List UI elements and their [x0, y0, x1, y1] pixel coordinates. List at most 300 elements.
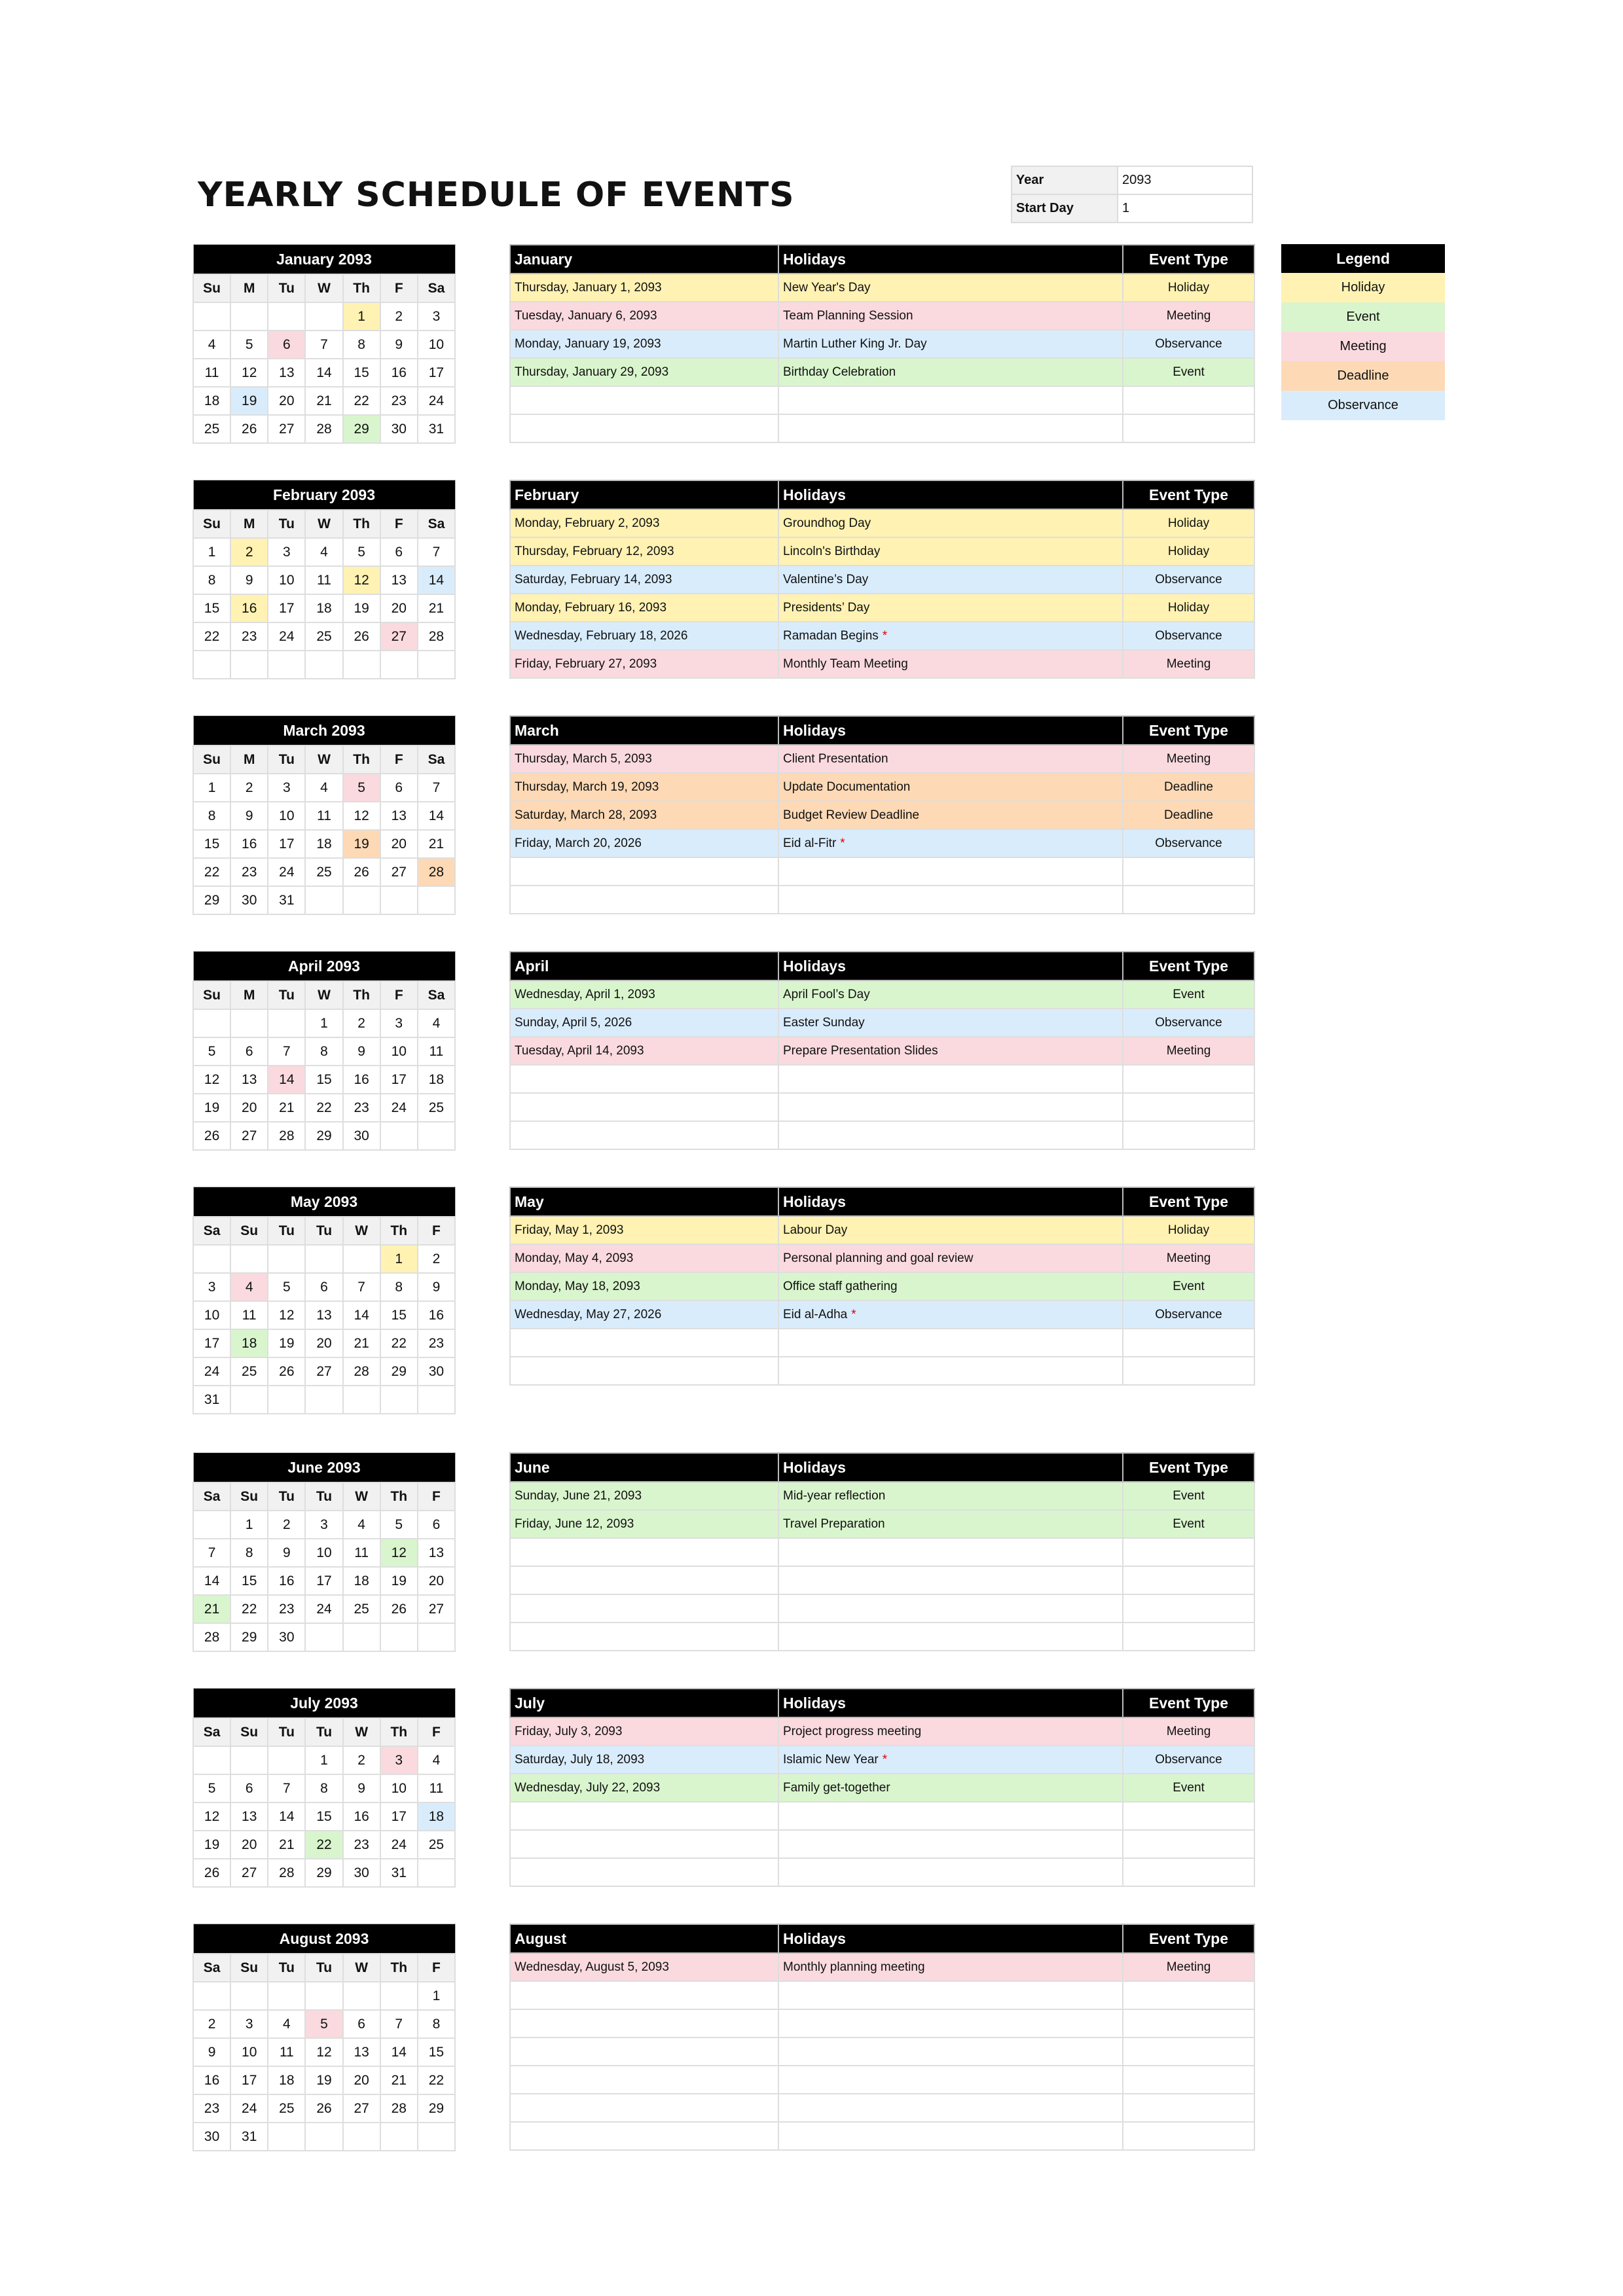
event-date[interactable]: [510, 2066, 778, 2094]
calendar-day[interactable]: 12: [193, 1066, 230, 1094]
calendar-day[interactable]: 12: [230, 359, 268, 387]
calendar-day[interactable]: [230, 302, 268, 331]
calendar-day[interactable]: 1: [193, 538, 230, 566]
calendar-day[interactable]: 25: [230, 1357, 268, 1386]
calendar-day[interactable]: 11: [305, 802, 342, 830]
calendar-day[interactable]: 4: [193, 331, 230, 359]
event-type[interactable]: [1123, 414, 1254, 442]
event-date[interactable]: [510, 1623, 778, 1651]
event-date[interactable]: Thursday, February 12, 2093: [510, 537, 778, 565]
event-type[interactable]: Holiday: [1123, 537, 1254, 565]
calendar-day[interactable]: 1: [380, 1245, 418, 1273]
calendar-day[interactable]: [305, 651, 342, 679]
event-date[interactable]: Sunday, June 21, 2093: [510, 1482, 778, 1510]
event-type[interactable]: Meeting: [1123, 1717, 1254, 1746]
event-date[interactable]: [510, 1594, 778, 1623]
calendar-day[interactable]: 30: [193, 2123, 230, 2151]
calendar-day[interactable]: 6: [230, 1037, 268, 1066]
calendar-day[interactable]: 26: [230, 415, 268, 443]
calendar-day[interactable]: [380, 1122, 418, 1150]
calendar-day[interactable]: 14: [305, 359, 342, 387]
event-name-cell[interactable]: [778, 358, 1123, 386]
calendar-day[interactable]: 13: [418, 1539, 455, 1567]
event-name-cell[interactable]: [778, 330, 1123, 358]
event-type[interactable]: [1123, 1065, 1254, 1093]
calendar-day[interactable]: 26: [193, 1122, 230, 1150]
calendar-day[interactable]: 10: [193, 1301, 230, 1329]
calendar-day[interactable]: [380, 651, 418, 679]
event-date[interactable]: Thursday, January 29, 2093: [510, 358, 778, 386]
start-day-input[interactable]: 1: [1118, 194, 1252, 223]
event-type[interactable]: Meeting: [1123, 1953, 1254, 1981]
calendar-day[interactable]: [268, 302, 305, 331]
event-name-cell[interactable]: [778, 980, 1123, 1009]
event-date[interactable]: [510, 1357, 778, 1385]
event-type[interactable]: [1123, 386, 1254, 414]
event-name-cell[interactable]: [778, 1357, 1123, 1385]
event-type[interactable]: [1123, 1594, 1254, 1623]
event-name-cell[interactable]: [778, 565, 1123, 594]
calendar-day[interactable]: 19: [230, 387, 268, 415]
event-type[interactable]: [1123, 1566, 1254, 1594]
calendar-day[interactable]: 20: [268, 387, 305, 415]
calendar-day[interactable]: 15: [343, 359, 380, 387]
calendar-day[interactable]: [418, 1386, 455, 1414]
calendar-day[interactable]: 23: [193, 2094, 230, 2123]
calendar-day[interactable]: [230, 1386, 268, 1414]
calendar-day[interactable]: [380, 1386, 418, 1414]
event-type[interactable]: [1123, 1802, 1254, 1830]
calendar-day[interactable]: 19: [343, 830, 380, 858]
event-name-cell[interactable]: [778, 2094, 1123, 2122]
event-date[interactable]: [510, 386, 778, 414]
calendar-day[interactable]: 9: [268, 1539, 305, 1567]
event-date[interactable]: Wednesday, July 22, 2093: [510, 1774, 778, 1802]
calendar-day[interactable]: 30: [418, 1357, 455, 1386]
calendar-day[interactable]: [193, 302, 230, 331]
calendar-day[interactable]: [268, 2123, 305, 2151]
calendar-day[interactable]: 3: [380, 1009, 418, 1037]
event-name-cell[interactable]: [778, 1482, 1123, 1510]
event-name-cell[interactable]: [778, 622, 1123, 650]
calendar-day[interactable]: 18: [305, 830, 342, 858]
event-name-cell[interactable]: [778, 1538, 1123, 1566]
calendar-day[interactable]: [193, 1746, 230, 1774]
calendar-day[interactable]: 21: [268, 1094, 305, 1122]
calendar-day[interactable]: 9: [343, 1774, 380, 1803]
event-name-cell[interactable]: [778, 1093, 1123, 1121]
calendar-day[interactable]: 25: [343, 1595, 380, 1623]
event-type[interactable]: Event: [1123, 1774, 1254, 1802]
calendar-day[interactable]: 4: [343, 1511, 380, 1539]
calendar-day[interactable]: [418, 886, 455, 914]
calendar-day[interactable]: 25: [418, 1831, 455, 1859]
calendar-day[interactable]: 19: [268, 1329, 305, 1357]
event-date[interactable]: [510, 2037, 778, 2066]
calendar-day[interactable]: 23: [268, 1595, 305, 1623]
calendar-day[interactable]: 6: [380, 538, 418, 566]
calendar-day[interactable]: 8: [193, 566, 230, 594]
calendar-day[interactable]: 30: [230, 886, 268, 914]
calendar-day[interactable]: 7: [418, 774, 455, 802]
calendar-day[interactable]: 22: [418, 2066, 455, 2094]
event-type[interactable]: Observance: [1123, 622, 1254, 650]
calendar-day[interactable]: 2: [230, 538, 268, 566]
calendar-day[interactable]: 24: [193, 1357, 230, 1386]
calendar-day[interactable]: 14: [343, 1301, 380, 1329]
event-type[interactable]: [1123, 857, 1254, 886]
event-type[interactable]: [1123, 2066, 1254, 2094]
calendar-day[interactable]: 14: [418, 566, 455, 594]
calendar-day[interactable]: 16: [268, 1567, 305, 1595]
calendar-day[interactable]: 4: [230, 1273, 268, 1301]
calendar-day[interactable]: 27: [230, 1122, 268, 1150]
calendar-day[interactable]: 9: [230, 566, 268, 594]
calendar-day[interactable]: 21: [305, 387, 342, 415]
calendar-day[interactable]: 15: [305, 1803, 342, 1831]
calendar-day[interactable]: 23: [230, 858, 268, 886]
calendar-day[interactable]: 18: [230, 1329, 268, 1357]
calendar-day[interactable]: 27: [305, 1357, 342, 1386]
event-type[interactable]: [1123, 1623, 1254, 1651]
calendar-day[interactable]: 23: [418, 1329, 455, 1357]
calendar-day[interactable]: 18: [268, 2066, 305, 2094]
event-date[interactable]: [510, 2009, 778, 2037]
event-type[interactable]: Observance: [1123, 1746, 1254, 1774]
event-type[interactable]: Meeting: [1123, 650, 1254, 678]
calendar-day[interactable]: 12: [268, 1301, 305, 1329]
event-type[interactable]: [1123, 2094, 1254, 2122]
calendar-day[interactable]: 20: [380, 594, 418, 622]
event-date[interactable]: Monday, February 16, 2093: [510, 594, 778, 622]
calendar-day[interactable]: 28: [305, 415, 342, 443]
calendar-day[interactable]: 7: [268, 1774, 305, 1803]
calendar-day[interactable]: 17: [418, 359, 455, 387]
calendar-day[interactable]: 5: [268, 1273, 305, 1301]
calendar-day[interactable]: 19: [193, 1094, 230, 1122]
calendar-day[interactable]: 5: [193, 1774, 230, 1803]
calendar-day[interactable]: 2: [268, 1511, 305, 1539]
event-name-cell[interactable]: [778, 1858, 1123, 1886]
calendar-day[interactable]: 15: [305, 1066, 342, 1094]
calendar-day[interactable]: 11: [418, 1037, 455, 1066]
calendar-day[interactable]: 30: [268, 1623, 305, 1651]
calendar-day[interactable]: 29: [343, 415, 380, 443]
calendar-day[interactable]: 11: [230, 1301, 268, 1329]
calendar-day[interactable]: 15: [230, 1567, 268, 1595]
event-name-cell[interactable]: [778, 1594, 1123, 1623]
calendar-day[interactable]: 12: [343, 566, 380, 594]
calendar-day[interactable]: [343, 1982, 380, 2010]
calendar-day[interactable]: 21: [380, 2066, 418, 2094]
event-date[interactable]: [510, 886, 778, 914]
calendar-day[interactable]: [230, 1009, 268, 1037]
calendar-day[interactable]: 22: [380, 1329, 418, 1357]
calendar-day[interactable]: [418, 651, 455, 679]
calendar-day[interactable]: 26: [343, 858, 380, 886]
calendar-day[interactable]: 17: [380, 1066, 418, 1094]
calendar-day[interactable]: 15: [193, 830, 230, 858]
calendar-day[interactable]: 3: [418, 302, 455, 331]
event-type[interactable]: Deadline: [1123, 801, 1254, 829]
calendar-day[interactable]: 5: [380, 1511, 418, 1539]
event-name-cell[interactable]: [778, 2122, 1123, 2150]
event-date[interactable]: Wednesday, May 27, 2026: [510, 1300, 778, 1329]
calendar-day[interactable]: [305, 1623, 342, 1651]
event-name-cell[interactable]: [778, 1300, 1123, 1329]
calendar-day[interactable]: 14: [380, 2038, 418, 2066]
calendar-day[interactable]: 17: [380, 1803, 418, 1831]
event-date[interactable]: Friday, March 20, 2026: [510, 829, 778, 857]
calendar-day[interactable]: 2: [230, 774, 268, 802]
calendar-day[interactable]: [305, 1982, 342, 2010]
event-type[interactable]: Meeting: [1123, 302, 1254, 330]
calendar-day[interactable]: 12: [305, 2038, 342, 2066]
calendar-day[interactable]: 17: [305, 1567, 342, 1595]
calendar-day[interactable]: [230, 1245, 268, 1273]
event-name-cell[interactable]: [778, 1329, 1123, 1357]
event-date[interactable]: Saturday, March 28, 2093: [510, 801, 778, 829]
event-name-cell[interactable]: [778, 594, 1123, 622]
calendar-day[interactable]: 24: [268, 622, 305, 651]
event-date[interactable]: Monday, May 4, 2093: [510, 1244, 778, 1272]
calendar-day[interactable]: 29: [418, 2094, 455, 2123]
calendar-day[interactable]: 6: [268, 331, 305, 359]
event-name-cell[interactable]: [778, 829, 1123, 857]
event-date[interactable]: Friday, February 27, 2093: [510, 650, 778, 678]
event-date[interactable]: Friday, May 1, 2093: [510, 1216, 778, 1244]
event-type[interactable]: Event: [1123, 1482, 1254, 1510]
calendar-day[interactable]: 12: [380, 1539, 418, 1567]
event-type[interactable]: [1123, 2037, 1254, 2066]
calendar-day[interactable]: 9: [380, 331, 418, 359]
calendar-day[interactable]: 31: [268, 886, 305, 914]
event-type[interactable]: [1123, 1329, 1254, 1357]
calendar-day[interactable]: 21: [193, 1595, 230, 1623]
event-type[interactable]: Holiday: [1123, 274, 1254, 302]
calendar-day[interactable]: 24: [305, 1595, 342, 1623]
calendar-day[interactable]: 9: [343, 1037, 380, 1066]
calendar-day[interactable]: 20: [343, 2066, 380, 2094]
calendar-day[interactable]: 3: [268, 774, 305, 802]
calendar-day[interactable]: 18: [418, 1803, 455, 1831]
calendar-day[interactable]: [418, 1859, 455, 1887]
calendar-day[interactable]: 22: [230, 1595, 268, 1623]
calendar-day[interactable]: 7: [268, 1037, 305, 1066]
calendar-day[interactable]: [305, 886, 342, 914]
calendar-day[interactable]: 19: [343, 594, 380, 622]
calendar-day[interactable]: [193, 1009, 230, 1037]
event-name-cell[interactable]: [778, 2037, 1123, 2066]
calendar-day[interactable]: 23: [343, 1094, 380, 1122]
calendar-day[interactable]: 24: [268, 858, 305, 886]
calendar-day[interactable]: 7: [380, 2010, 418, 2038]
calendar-day[interactable]: 29: [380, 1357, 418, 1386]
calendar-day[interactable]: 20: [418, 1567, 455, 1595]
calendar-day[interactable]: 28: [418, 622, 455, 651]
event-date[interactable]: [510, 1802, 778, 1830]
calendar-day[interactable]: [380, 886, 418, 914]
calendar-day[interactable]: 5: [230, 331, 268, 359]
calendar-day[interactable]: 1: [343, 302, 380, 331]
event-type[interactable]: Holiday: [1123, 509, 1254, 537]
calendar-day[interactable]: 29: [305, 1859, 342, 1887]
calendar-day[interactable]: [343, 1386, 380, 1414]
calendar-day[interactable]: 24: [380, 1831, 418, 1859]
calendar-day[interactable]: 11: [193, 359, 230, 387]
calendar-day[interactable]: 10: [380, 1037, 418, 1066]
event-type[interactable]: [1123, 1858, 1254, 1886]
calendar-day[interactable]: 18: [305, 594, 342, 622]
calendar-day[interactable]: 17: [230, 2066, 268, 2094]
event-name-cell[interactable]: [778, 414, 1123, 442]
event-type[interactable]: Holiday: [1123, 594, 1254, 622]
calendar-day[interactable]: 18: [343, 1567, 380, 1595]
calendar-day[interactable]: 29: [193, 886, 230, 914]
calendar-day[interactable]: 28: [268, 1859, 305, 1887]
calendar-day[interactable]: [193, 651, 230, 679]
calendar-day[interactable]: 2: [193, 2010, 230, 2038]
event-type[interactable]: [1123, 1093, 1254, 1121]
calendar-day[interactable]: [268, 1982, 305, 2010]
calendar-day[interactable]: [193, 1982, 230, 2010]
event-name-cell[interactable]: [778, 1009, 1123, 1037]
calendar-day[interactable]: 19: [380, 1567, 418, 1595]
calendar-day[interactable]: 3: [193, 1273, 230, 1301]
calendar-day[interactable]: 7: [305, 331, 342, 359]
event-type[interactable]: Meeting: [1123, 1037, 1254, 1065]
calendar-day[interactable]: 20: [305, 1329, 342, 1357]
event-date[interactable]: [510, 1566, 778, 1594]
calendar-day[interactable]: 22: [343, 387, 380, 415]
calendar-day[interactable]: 26: [268, 1357, 305, 1386]
event-name-cell[interactable]: [778, 1510, 1123, 1538]
event-date[interactable]: Friday, June 12, 2093: [510, 1510, 778, 1538]
calendar-day[interactable]: [305, 1245, 342, 1273]
calendar-day[interactable]: 13: [343, 2038, 380, 2066]
calendar-day[interactable]: 15: [193, 594, 230, 622]
calendar-day[interactable]: 28: [418, 858, 455, 886]
event-date[interactable]: [510, 857, 778, 886]
event-date[interactable]: Sunday, April 5, 2026: [510, 1009, 778, 1037]
calendar-day[interactable]: [193, 1245, 230, 1273]
calendar-day[interactable]: 5: [343, 774, 380, 802]
calendar-day[interactable]: 7: [343, 1273, 380, 1301]
calendar-day[interactable]: 27: [380, 622, 418, 651]
calendar-day[interactable]: 25: [305, 858, 342, 886]
calendar-day[interactable]: 10: [305, 1539, 342, 1567]
event-name-cell[interactable]: [778, 1121, 1123, 1149]
calendar-day[interactable]: [380, 1982, 418, 2010]
calendar-day[interactable]: 8: [305, 1774, 342, 1803]
calendar-day[interactable]: 4: [305, 538, 342, 566]
calendar-day[interactable]: 24: [418, 387, 455, 415]
calendar-day[interactable]: 3: [380, 1746, 418, 1774]
event-type[interactable]: Event: [1123, 980, 1254, 1009]
event-type[interactable]: Event: [1123, 358, 1254, 386]
calendar-day[interactable]: 21: [418, 830, 455, 858]
calendar-day[interactable]: 17: [193, 1329, 230, 1357]
calendar-day[interactable]: 19: [305, 2066, 342, 2094]
event-date[interactable]: Friday, July 3, 2093: [510, 1717, 778, 1746]
calendar-day[interactable]: 16: [343, 1803, 380, 1831]
calendar-day[interactable]: [418, 1122, 455, 1150]
event-name-cell[interactable]: [778, 1037, 1123, 1065]
calendar-day[interactable]: 6: [418, 1511, 455, 1539]
calendar-day[interactable]: [268, 651, 305, 679]
calendar-day[interactable]: [343, 651, 380, 679]
event-date[interactable]: Wednesday, April 1, 2093: [510, 980, 778, 1009]
calendar-day[interactable]: 25: [268, 2094, 305, 2123]
event-date[interactable]: Saturday, February 14, 2093: [510, 565, 778, 594]
calendar-day[interactable]: 22: [193, 622, 230, 651]
calendar-day[interactable]: 4: [305, 774, 342, 802]
event-name-cell[interactable]: [778, 886, 1123, 914]
event-name-cell[interactable]: [778, 1566, 1123, 1594]
calendar-day[interactable]: 26: [305, 2094, 342, 2123]
calendar-day[interactable]: [343, 1623, 380, 1651]
calendar-day[interactable]: [268, 1009, 305, 1037]
calendar-day[interactable]: 3: [268, 538, 305, 566]
calendar-day[interactable]: 9: [230, 802, 268, 830]
calendar-day[interactable]: 13: [380, 802, 418, 830]
event-date[interactable]: [510, 414, 778, 442]
event-name-cell[interactable]: [778, 274, 1123, 302]
event-name-cell[interactable]: [778, 773, 1123, 801]
event-type[interactable]: Holiday: [1123, 1216, 1254, 1244]
calendar-day[interactable]: 14: [193, 1567, 230, 1595]
calendar-day[interactable]: 1: [230, 1511, 268, 1539]
event-name-cell[interactable]: [778, 1981, 1123, 2009]
calendar-day[interactable]: 19: [193, 1831, 230, 1859]
event-type[interactable]: Meeting: [1123, 1244, 1254, 1272]
calendar-day[interactable]: 29: [230, 1623, 268, 1651]
event-type[interactable]: Meeting: [1123, 745, 1254, 773]
calendar-day[interactable]: 1: [305, 1009, 342, 1037]
calendar-day[interactable]: 4: [418, 1009, 455, 1037]
calendar-day[interactable]: 13: [230, 1066, 268, 1094]
event-type[interactable]: Event: [1123, 1272, 1254, 1300]
event-type[interactable]: Event: [1123, 1510, 1254, 1538]
calendar-day[interactable]: 13: [380, 566, 418, 594]
calendar-day[interactable]: [380, 1623, 418, 1651]
event-name-cell[interactable]: [778, 1717, 1123, 1746]
event-name-cell[interactable]: [778, 1244, 1123, 1272]
event-name-cell[interactable]: [778, 1802, 1123, 1830]
calendar-day[interactable]: 1: [305, 1746, 342, 1774]
calendar-day[interactable]: 22: [305, 1831, 342, 1859]
event-date[interactable]: Thursday, March 5, 2093: [510, 745, 778, 773]
calendar-day[interactable]: 8: [230, 1539, 268, 1567]
calendar-day[interactable]: 25: [193, 415, 230, 443]
calendar-day[interactable]: 2: [418, 1245, 455, 1273]
calendar-day[interactable]: [380, 2123, 418, 2151]
event-date[interactable]: [510, 1830, 778, 1858]
calendar-day[interactable]: 16: [343, 1066, 380, 1094]
calendar-day[interactable]: 4: [268, 2010, 305, 2038]
event-type[interactable]: [1123, 1981, 1254, 2009]
calendar-day[interactable]: 5: [343, 538, 380, 566]
calendar-day[interactable]: 20: [380, 830, 418, 858]
calendar-day[interactable]: 16: [230, 594, 268, 622]
calendar-day[interactable]: 3: [305, 1511, 342, 1539]
calendar-day[interactable]: 27: [418, 1595, 455, 1623]
event-date[interactable]: Wednesday, February 18, 2026: [510, 622, 778, 650]
calendar-day[interactable]: 10: [418, 331, 455, 359]
event-name-cell[interactable]: [778, 1623, 1123, 1651]
calendar-day[interactable]: 6: [343, 2010, 380, 2038]
calendar-day[interactable]: 16: [230, 830, 268, 858]
